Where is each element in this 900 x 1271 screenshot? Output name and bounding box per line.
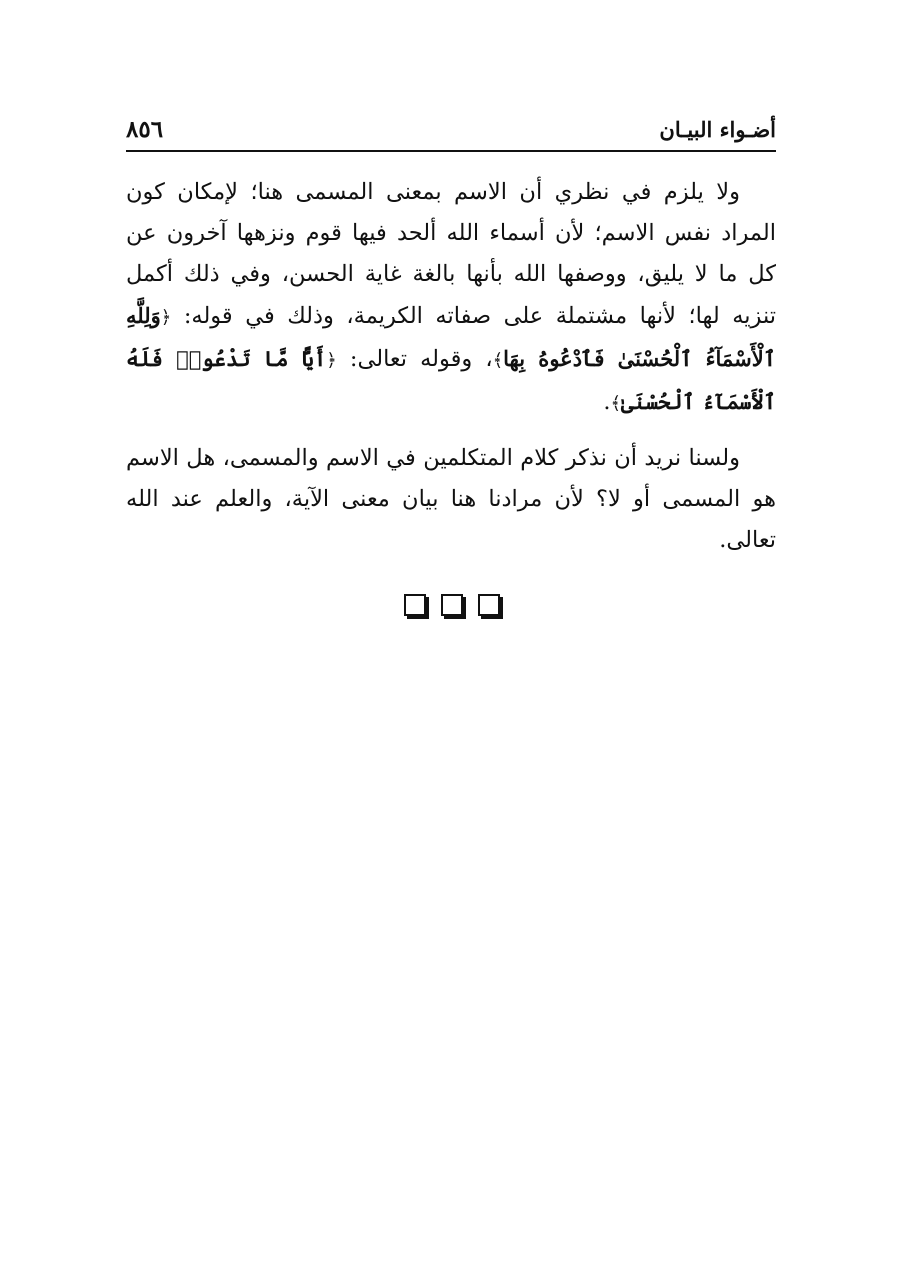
paragraph-1 — [126, 172, 776, 424]
verse-close-bracket: ﴾ — [610, 393, 622, 414]
paragraph-1-end: . — [603, 389, 611, 415]
section-end-marks — [404, 594, 500, 620]
paragraph-1-text-a: ولا يلزم في نظري أن الاسم بمعنى المسمى هنا؛ لإمكان كون المراد نفس الاسم؛ لأن أسماء الله ألحد فيها قوم ونزهها آخرون عن كل ما لا يليق، ووصفها الله بأنها بالغة غاية الحسن، وفي ذلك أكمل تنزيه لها؛ لأنها مشتملة على صفاته الكريمة، وذلك في قوله: — [126, 179, 776, 329]
paragraph-1-text-b: ، وقوله تعالى: — [349, 346, 493, 372]
box-ornament-icon — [441, 594, 463, 616]
body-text — [126, 172, 776, 561]
header-rule — [126, 150, 776, 152]
verse-open-bracket: ﴿ — [326, 350, 337, 371]
quran-verse-2: أَيًّا مَّا تَدْعُوا۟ فَلَهُ ٱلْأَسْمَآءُ ٱلْحُسْنَىٰ — [126, 346, 776, 414]
box-ornament-icon — [404, 594, 426, 616]
box-ornament-icon — [478, 594, 500, 616]
running-title: أضـواء البيـان — [659, 116, 776, 142]
paragraph-2: ولسنا نريد أن نذكر كلام المتكلمين في الاسم والمسمى، هل الاسم هو المسمى أو لا؟ لأن مرادنا هنا بيان معنى الآية، والعلم عند الله تعالى. — [126, 445, 776, 553]
page-number: ٨٥٦ — [126, 115, 164, 143]
quran-verse-1: وَلِلَّهِ ٱلْأَسْمَآءُ ٱلْحُسْنَىٰ فَٱدْعُوهُ بِهَا — [126, 303, 776, 371]
verse-close-bracket: ﴾ — [492, 350, 504, 371]
verse-open-bracket: ﴿ — [160, 307, 172, 328]
page-header — [126, 110, 776, 148]
